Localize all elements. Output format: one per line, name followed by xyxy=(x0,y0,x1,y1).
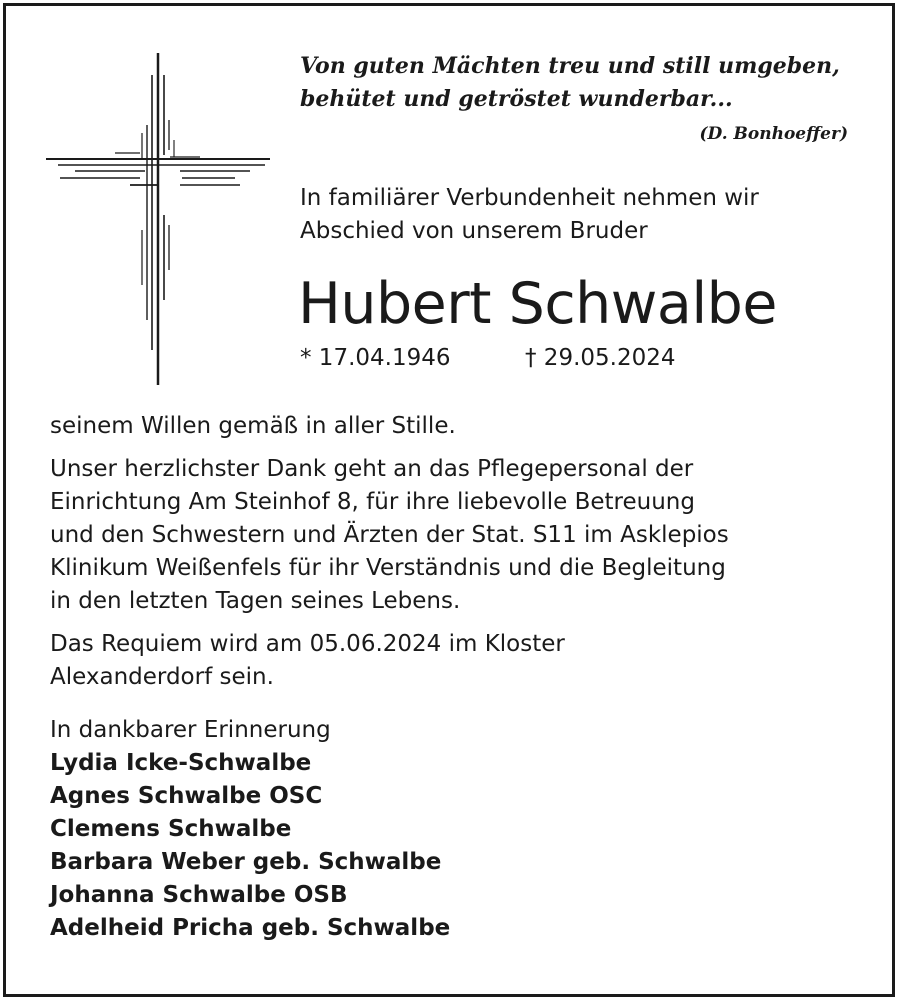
mourners-heading: In dankbarer Erinnerung xyxy=(50,717,331,743)
stillness-line: seinem Willen gemäß in aller Stille. xyxy=(50,413,456,439)
quote-author: (D. Bonhoeffer) xyxy=(699,124,848,144)
mourner-name: Barbara Weber geb. Schwalbe xyxy=(50,849,442,875)
stillness-paragraph xyxy=(50,410,870,443)
thanks-paragraph xyxy=(50,453,870,618)
quote-line-2: behütet und getröstet wunderbar... xyxy=(300,86,733,112)
quote-line-1: Von guten Mächten treu und still umgeben, xyxy=(300,53,840,79)
thanks-line-1: Unser herzlichster Dank geht an das Pflegepersonal der xyxy=(50,456,694,482)
mourners-list xyxy=(50,714,870,945)
mourner-name: Johanna Schwalbe OSB xyxy=(50,882,348,908)
mourner-name: Lydia Icke-Schwalbe xyxy=(50,750,312,776)
mourner-name: Adelheid Pricha geb. Schwalbe xyxy=(50,915,451,941)
mourner-name: Agnes Schwalbe OSC xyxy=(50,783,323,809)
intro-text xyxy=(300,182,759,248)
thanks-line-4: Klinikum Weißenfels für ihr Verständnis und die Begleitung xyxy=(50,555,726,581)
obituary-body xyxy=(50,410,870,945)
bonhoeffer-quote xyxy=(300,50,855,116)
cross-icon xyxy=(40,45,280,395)
thanks-line-3: und den Schwestern und Ärzten der Stat. S11 im Asklepios xyxy=(50,522,729,548)
requiem-line-1: Das Requiem wird am 05.06.2024 im Kloster xyxy=(50,631,565,657)
death-date: † 29.05.2024 xyxy=(525,345,676,371)
requiem-paragraph xyxy=(50,628,870,694)
intro-line-1: In familiärer Verbundenheit nehmen wir xyxy=(300,185,759,211)
deceased-name: Hubert Schwalbe xyxy=(298,271,777,337)
requiem-line-2: Alexanderdorf sein. xyxy=(50,664,274,690)
mourner-name: Clemens Schwalbe xyxy=(50,816,292,842)
birth-date: * 17.04.1946 xyxy=(300,345,451,371)
thanks-line-5: in den letzten Tagen seines Lebens. xyxy=(50,588,461,614)
intro-line-2: Abschied von unserem Bruder xyxy=(300,218,648,244)
thanks-line-2: Einrichtung Am Steinhof 8, für ihre liebevolle Betreuung xyxy=(50,489,695,515)
